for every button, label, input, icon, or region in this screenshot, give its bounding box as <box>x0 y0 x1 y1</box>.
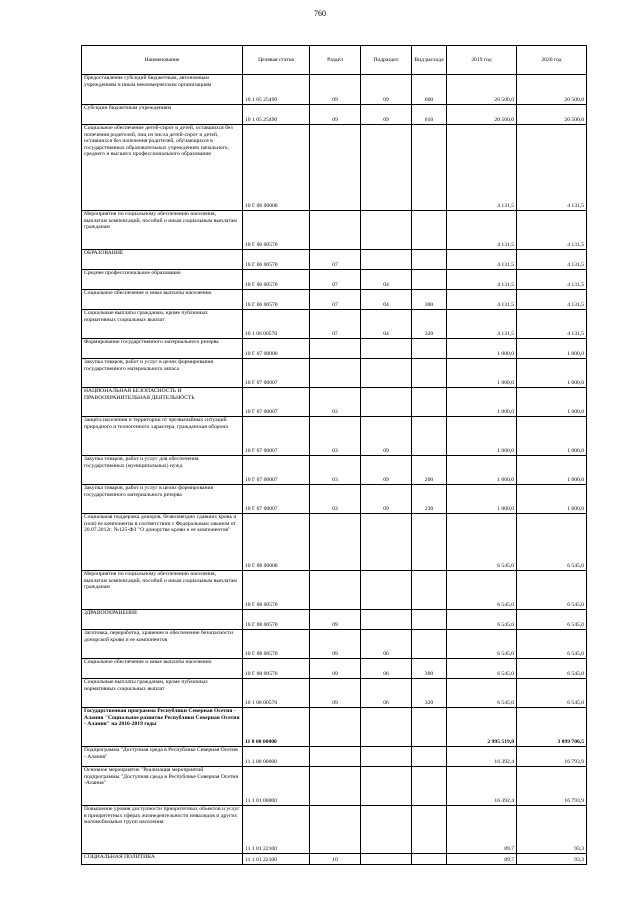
row-subsection <box>361 571 412 610</box>
row-amount-2020: 6 545,0 <box>517 610 587 630</box>
header-expense-type: Вид расхода <box>412 46 447 75</box>
row-section <box>310 359 361 388</box>
row-subsection <box>361 854 412 865</box>
row-target-article: 10 Г 06 00000 <box>243 125 310 211</box>
row-subsection <box>361 339 412 359</box>
row-section: 03 <box>310 485 361 514</box>
row-section: 03 <box>310 388 361 417</box>
row-amount-2020: 6 545,0 <box>517 679 587 708</box>
page-number: 760 <box>314 9 326 18</box>
row-name: Социальное обеспечение и иные выплаты населению <box>82 659 243 679</box>
row-amount-2019: 1 000,0 <box>447 456 517 485</box>
row-target-article: 10 Г 06 00570 <box>243 290 310 310</box>
row-amount-2019: 1 000,0 <box>447 339 517 359</box>
table-row <box>82 630 587 659</box>
row-amount-2019: 1 000,0 <box>447 359 517 388</box>
row-name: Подпрограмма "Доступная среда в Республике Северная Осетия - Алания" <box>82 747 243 767</box>
row-section: 09 <box>310 75 361 105</box>
row-target-article: 11 1 01 22100 <box>243 806 310 854</box>
table-row <box>82 485 587 514</box>
header-name: Наименование <box>82 46 243 75</box>
budget-table <box>81 45 587 865</box>
row-target-article: 10 Г 06 00570 <box>243 250 310 270</box>
row-expense-type: 230 <box>412 485 447 514</box>
row-amount-2020: 93,3 <box>517 854 587 865</box>
row-name: Мероприятия по социальному обеспечению населения, выплатам компенсаций, пособий и иным социальным выплатам гражданам <box>82 211 243 250</box>
row-amount-2019: 6 545,0 <box>447 514 517 571</box>
row-amount-2020: 3 099 706,5 <box>517 708 587 747</box>
row-section: 09 <box>310 610 361 630</box>
table-body <box>82 75 587 865</box>
row-amount-2019: 4 131,5 <box>447 310 517 339</box>
row-target-article: 10 Г 06 00570 <box>243 211 310 250</box>
row-expense-type: 320 <box>412 310 447 339</box>
table-row <box>82 610 587 630</box>
row-expense-type <box>412 250 447 270</box>
row-expense-type: 320 <box>412 679 447 708</box>
row-amount-2020: 20 500,0 <box>517 105 587 125</box>
row-section: 07 <box>310 290 361 310</box>
row-amount-2020: 1 000,0 <box>517 456 587 485</box>
row-name: Социальное обеспечение детей-сирот и детей, оставшихся без попечения родителей, лиц из числа детей-сирот и детей, оставшихся без попечения родителей, обучающихся в государственных образовательных учреждениях начального, среднего и высшего профессионального образования <box>82 125 243 211</box>
row-target-article: 11 1 01 22100 <box>243 854 310 865</box>
row-name: СОЦИАЛЬНАЯ ПОЛИТИКА <box>82 854 243 865</box>
row-section: 09 <box>310 659 361 679</box>
row-name: Формирование государственного материального резерва <box>82 339 243 359</box>
row-name: Социальная поддержка доноров, безвозмездно сдавших кровь и (или) ее компоненты в соответствии с Федеральным законом от 20.07.2012г. №125-ФЗ "О донорстве крови и ее компонентов" <box>82 514 243 571</box>
row-target-article: 10 Г 07 00000 <box>243 339 310 359</box>
row-subsection: 04 <box>361 270 412 290</box>
table-row <box>82 747 587 767</box>
row-section <box>310 747 361 767</box>
row-expense-type <box>412 630 447 659</box>
row-subsection <box>361 250 412 270</box>
row-section: 03 <box>310 417 361 456</box>
table-row <box>82 125 587 211</box>
row-amount-2019: 4 131,5 <box>447 125 517 211</box>
table-row <box>82 359 587 388</box>
row-target-article: 10 Г 07 00007 <box>243 359 310 388</box>
row-target-article: 10 Г 08 00570 <box>243 610 310 630</box>
row-target-article: 10 Г 06 00570 <box>243 270 310 290</box>
row-target-article: 10 Г 07 00007 <box>243 456 310 485</box>
row-section: 03 <box>310 456 361 485</box>
header-year-2019: 2019 год <box>447 46 517 75</box>
table-row <box>82 105 587 125</box>
row-section: 07 <box>310 250 361 270</box>
table-row <box>82 417 587 456</box>
row-amount-2020: 1 000,0 <box>517 417 587 456</box>
row-target-article: 10 1 05 25490 <box>243 105 310 125</box>
row-section: 09 <box>310 105 361 125</box>
row-expense-type <box>412 211 447 250</box>
row-expense-type <box>412 417 447 456</box>
row-expense-type <box>412 571 447 610</box>
row-name: ОБРАЗОВАНИЕ <box>82 250 243 270</box>
row-target-article: 10 Г 07 00007 <box>243 485 310 514</box>
table-row <box>82 388 587 417</box>
row-name: Заготовка, переработка, хранение и обеспечение безопасности донорской крови и ее компонентов <box>82 630 243 659</box>
row-section <box>310 571 361 610</box>
row-amount-2020: 1 000,0 <box>517 359 587 388</box>
row-amount-2019: 6 545,0 <box>447 610 517 630</box>
row-target-article: 11 1 01 00000 <box>243 767 310 806</box>
row-section <box>310 806 361 854</box>
row-amount-2019: 4 131,5 <box>447 211 517 250</box>
row-amount-2019: 6 545,0 <box>447 659 517 679</box>
row-target-article: 10 Г 08 00570 <box>243 630 310 659</box>
row-name: Социальное обеспечение и иные выплаты населению <box>82 290 243 310</box>
row-amount-2019: 6 545,0 <box>447 630 517 659</box>
row-expense-type <box>412 125 447 211</box>
row-subsection <box>361 806 412 854</box>
row-amount-2019: 6 545,0 <box>447 679 517 708</box>
row-subsection: 09 <box>361 75 412 105</box>
row-subsection: 06 <box>361 630 412 659</box>
row-amount-2019: 4 131,5 <box>447 270 517 290</box>
row-amount-2019: 2 995 519,0 <box>447 708 517 747</box>
row-expense-type: 200 <box>412 456 447 485</box>
row-name: НАЦИОНАЛЬНАЯ БЕЗОПАСНОСТЬ И ПРАВООХРАНИТЕЛЬНАЯ ДЕЯТЕЛЬНОСТЬ <box>82 388 243 417</box>
row-expense-type <box>412 270 447 290</box>
row-expense-type <box>412 514 447 571</box>
row-amount-2020: 1 000,0 <box>517 485 587 514</box>
row-amount-2020: 93,3 <box>517 806 587 854</box>
row-section: 07 <box>310 270 361 290</box>
row-name: Повышение уровня доступности приоритетных объектов и услуг в приоритетных сферах жизнедеятельности инвалидов и других маломобильных групп населения <box>82 806 243 854</box>
row-section <box>310 514 361 571</box>
row-subsection <box>361 388 412 417</box>
row-subsection <box>361 359 412 388</box>
row-amount-2019: 89,7 <box>447 806 517 854</box>
table-row <box>82 854 587 865</box>
row-amount-2020: 4 131,5 <box>517 125 587 211</box>
row-subsection <box>361 747 412 767</box>
row-target-article: 10 1 08 00570 <box>243 679 310 708</box>
row-name: Социальные выплаты гражданам, кроме публичных нормативных социальных выплат <box>82 679 243 708</box>
row-expense-type: 300 <box>412 290 447 310</box>
row-subsection <box>361 211 412 250</box>
row-subsection: 09 <box>361 456 412 485</box>
row-name: Предоставление субсидий бюджетным, автономным учреждениям и иным некоммерческим организациям <box>82 75 243 105</box>
row-subsection: 04 <box>361 290 412 310</box>
row-subsection: 09 <box>361 105 412 125</box>
header-year-2020: 2020 год <box>517 46 587 75</box>
row-section <box>310 125 361 211</box>
row-amount-2020: 4 131,5 <box>517 290 587 310</box>
row-subsection <box>361 610 412 630</box>
row-target-article: 10 Г 07 00007 <box>243 388 310 417</box>
row-section <box>310 708 361 747</box>
row-expense-type <box>412 747 447 767</box>
row-amount-2019: 1 000,0 <box>447 485 517 514</box>
table-row <box>82 211 587 250</box>
row-section: 10 <box>310 854 361 865</box>
header-section: Раздел <box>310 46 361 75</box>
row-amount-2019: 16 392,4 <box>447 747 517 767</box>
row-amount-2019: 1 000,0 <box>447 417 517 456</box>
row-amount-2020: 6 545,0 <box>517 630 587 659</box>
row-expense-type: 610 <box>412 105 447 125</box>
table-row <box>82 339 587 359</box>
row-amount-2020: 6 545,0 <box>517 571 587 610</box>
row-expense-type: 600 <box>412 75 447 105</box>
table-row <box>82 270 587 290</box>
row-name: Основное мероприятие "Реализация мероприятий подпрограммы "Доступная среда в Республике Северная Осетия -Алания" <box>82 767 243 806</box>
table-row <box>82 806 587 854</box>
row-expense-type <box>412 854 447 865</box>
header-target-article: Целевая статья <box>243 46 310 75</box>
table-row <box>82 456 587 485</box>
row-expense-type <box>412 767 447 806</box>
row-subsection <box>361 125 412 211</box>
row-target-article: 10 Г 08 00570 <box>243 571 310 610</box>
row-name: Мероприятия по социальному обеспечению населения, выплатам компенсаций, пособий и иным социальным выплатам гражданам <box>82 571 243 610</box>
row-expense-type <box>412 359 447 388</box>
row-expense-type <box>412 388 447 417</box>
row-name: Государственная программа Республики Северная Осетия - Алания "Социальное развитие Республики Северная Осетия - Алания" на 2016-2019 годы <box>82 708 243 747</box>
row-target-article: 11 1 00 00000 <box>243 747 310 767</box>
row-expense-type <box>412 339 447 359</box>
row-name: ЗДРАВООХРАНЕНИЕ <box>82 610 243 630</box>
row-target-article: 11 0 00 00000 <box>243 708 310 747</box>
row-amount-2020: 16 793,9 <box>517 767 587 806</box>
row-amount-2019: 89,7 <box>447 854 517 865</box>
table-header-row <box>82 46 587 75</box>
row-name: Закупка товаров, работ и услуг в целях формирования государственного материального резерва <box>82 485 243 514</box>
row-amount-2020: 16 793,9 <box>517 747 587 767</box>
header-subsection: Подраздел <box>361 46 412 75</box>
row-subsection: 04 <box>361 310 412 339</box>
row-subsection <box>361 514 412 571</box>
table-row <box>82 679 587 708</box>
row-section: 09 <box>310 630 361 659</box>
row-amount-2019: 20 500,0 <box>447 105 517 125</box>
row-name: Закупка товаров, работ и услуг в целях формирования государственного материального запаса <box>82 359 243 388</box>
row-subsection: 06 <box>361 679 412 708</box>
row-amount-2020: 20 500,0 <box>517 75 587 105</box>
row-amount-2019: 6 545,0 <box>447 571 517 610</box>
row-amount-2020: 1 000,0 <box>517 339 587 359</box>
row-amount-2019: 1 000,0 <box>447 388 517 417</box>
row-subsection: 06 <box>361 659 412 679</box>
row-amount-2019: 4 131,5 <box>447 250 517 270</box>
row-section <box>310 767 361 806</box>
table-row <box>82 708 587 747</box>
row-target-article: 10 Г 08 00570 <box>243 659 310 679</box>
table-row <box>82 659 587 679</box>
row-amount-2020: 4 131,5 <box>517 250 587 270</box>
table-row <box>82 75 587 105</box>
row-name: Защита населения и территории от чрезвычайных ситуаций природного и техногенного характера, гражданская оборона <box>82 417 243 456</box>
row-subsection <box>361 767 412 806</box>
row-amount-2019: 4 131,5 <box>447 290 517 310</box>
row-target-article: 10 Г 07 00007 <box>243 417 310 456</box>
row-expense-type <box>412 806 447 854</box>
table-row <box>82 310 587 339</box>
row-amount-2020: 4 131,5 <box>517 310 587 339</box>
table-row <box>82 514 587 571</box>
row-name: Социальные выплаты гражданам, кроме публичных нормативных социальных выплат <box>82 310 243 339</box>
row-amount-2020: 6 545,0 <box>517 659 587 679</box>
row-section: 09 <box>310 679 361 708</box>
row-subsection: 09 <box>361 417 412 456</box>
row-amount-2019: 20 500,0 <box>447 75 517 105</box>
row-section <box>310 339 361 359</box>
table-row <box>82 571 587 610</box>
row-name: Закупка товаров, работ и услуг для обеспечения государственных (муниципальных) нужд <box>82 456 243 485</box>
row-amount-2020: 6 545,0 <box>517 514 587 571</box>
row-subsection <box>361 708 412 747</box>
row-section <box>310 211 361 250</box>
row-name: Субсидии бюджетным учреждениям <box>82 105 243 125</box>
row-target-article: 10 Г 08 00000 <box>243 514 310 571</box>
table-row <box>82 767 587 806</box>
row-section: 07 <box>310 310 361 339</box>
row-amount-2020: 4 131,5 <box>517 211 587 250</box>
row-expense-type <box>412 708 447 747</box>
row-amount-2019: 16 392,4 <box>447 767 517 806</box>
table-row <box>82 290 587 310</box>
row-expense-type <box>412 610 447 630</box>
row-name: Среднее профессиональное образование <box>82 270 243 290</box>
table-row <box>82 250 587 270</box>
row-amount-2020: 4 131,5 <box>517 270 587 290</box>
row-target-article: 10 1 06 00570 <box>243 310 310 339</box>
row-target-article: 10 1 05 25490 <box>243 75 310 105</box>
row-amount-2020: 1 000,0 <box>517 388 587 417</box>
row-expense-type: 300 <box>412 659 447 679</box>
row-subsection: 09 <box>361 485 412 514</box>
